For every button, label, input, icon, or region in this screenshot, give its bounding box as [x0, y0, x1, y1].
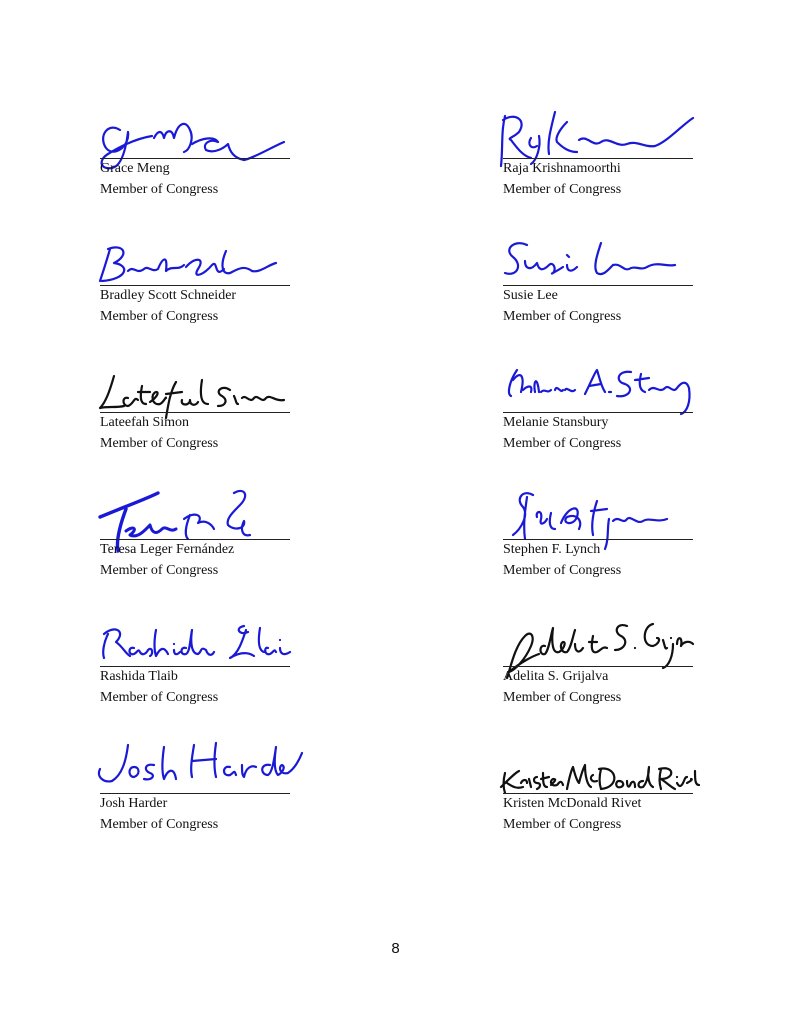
- signature-line: [503, 666, 693, 667]
- signer-title: Member of Congress: [503, 309, 622, 324]
- page-number: 8: [391, 940, 400, 957]
- signature-block-grace-meng: [100, 108, 290, 208]
- signer-title: Member of Congress: [503, 690, 622, 705]
- signer-title: Member of Congress: [100, 436, 219, 451]
- signature-block-stephen-f-lynch: [503, 489, 693, 589]
- signature-block-susie-lee: [503, 235, 693, 335]
- signature-line: [100, 158, 290, 159]
- signer-name: Kristen McDonald Rivet: [503, 796, 642, 811]
- signer-title: Member of Congress: [100, 563, 219, 578]
- signer-name: Bradley Scott Schneider: [100, 288, 237, 303]
- signature-line: [100, 539, 290, 540]
- signer-name: Adelita S. Grijalva: [503, 669, 609, 684]
- signer-title: Member of Congress: [503, 817, 622, 832]
- signer-name: Stephen F. Lynch: [503, 542, 601, 557]
- signature-line: [100, 793, 290, 794]
- signer-title: Member of Congress: [100, 309, 219, 324]
- signer-name: Josh Harder: [100, 796, 168, 811]
- signature-line: [503, 539, 693, 540]
- signer-name: Melanie Stansbury: [503, 415, 609, 430]
- signer-name: Raja Krishnamoorthi: [503, 161, 621, 176]
- signer-name: Lateefah Simon: [100, 415, 190, 430]
- signature-block-teresa-leger-fernandez: [100, 489, 290, 589]
- signature-block-bradley-scott-schneider: [100, 235, 290, 335]
- signature-line: [503, 412, 693, 413]
- signer-name: Grace Meng: [100, 161, 170, 176]
- signature-line: [100, 285, 290, 286]
- signature-block-kristen-mcdonald-rivet: [503, 743, 693, 843]
- signer-title: Member of Congress: [100, 690, 219, 705]
- signer-title: Member of Congress: [100, 817, 219, 832]
- signature-block-raja-krishnamoorthi: [503, 108, 693, 208]
- signature-line: [503, 285, 693, 286]
- signature-line: [100, 412, 290, 413]
- signature-block-adelita-s-grijalva: [503, 616, 693, 716]
- signer-title: Member of Congress: [100, 182, 219, 197]
- signer-name: Rashida Tlaib: [100, 669, 178, 684]
- signer-name: Teresa Leger Fernández: [100, 542, 235, 557]
- signature-line: [503, 793, 693, 794]
- signature-block-rashida-tlaib: [100, 616, 290, 716]
- signer-name: Susie Lee: [503, 288, 558, 303]
- signer-title: Member of Congress: [503, 182, 622, 197]
- signature-line: [503, 158, 693, 159]
- signature-block-melanie-stansbury: [503, 362, 693, 462]
- signature-block-josh-harder: [100, 743, 290, 843]
- signer-title: Member of Congress: [503, 436, 622, 451]
- signature-block-lateefah-simon: [100, 362, 290, 462]
- signature-line: [100, 666, 290, 667]
- signer-title: Member of Congress: [503, 563, 622, 578]
